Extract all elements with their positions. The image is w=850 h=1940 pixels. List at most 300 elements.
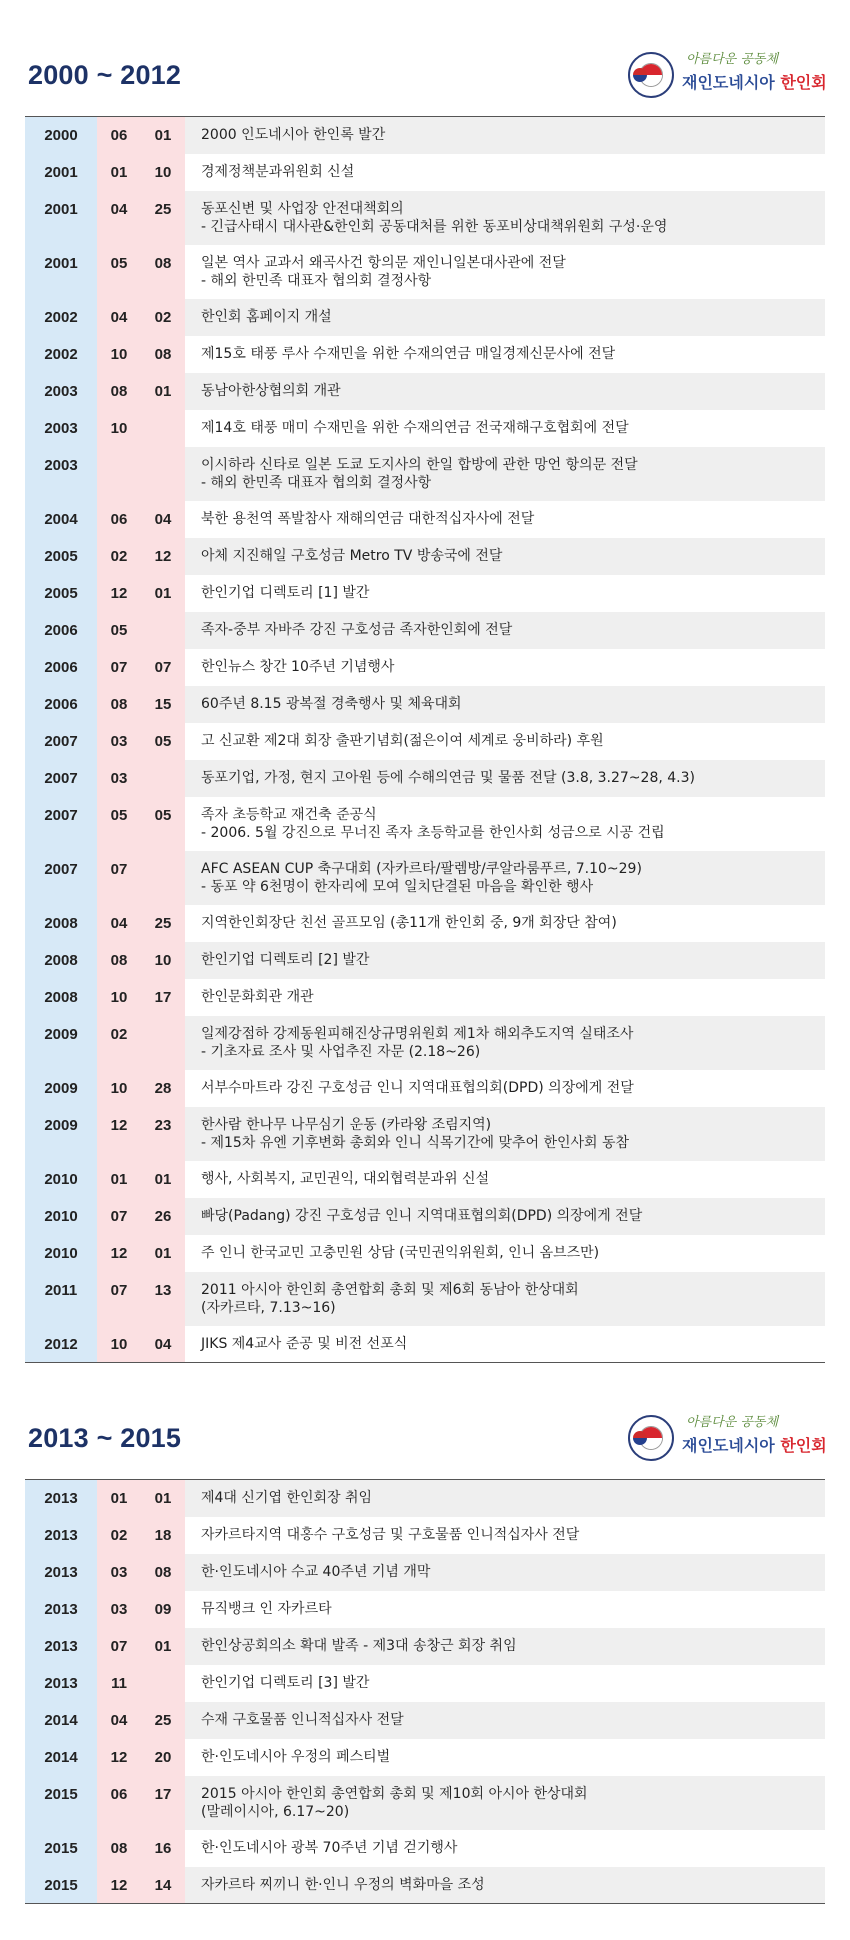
row-description: [201, 1702, 825, 1739]
timeline-row: [25, 1739, 825, 1776]
row-day: [141, 851, 185, 905]
row-spacer: [185, 1867, 201, 1904]
row-description-line1: 지역한인회장단 친선 골프모임 (총11개 한인회 중, 9개 회장단 참여): [201, 914, 617, 931]
row-month: 06: [97, 1776, 141, 1830]
row-description: [201, 1517, 825, 1554]
timeline-row: [25, 1070, 825, 1107]
row-day: 04: [141, 501, 185, 538]
row-description-line1: AFC ASEAN CUP 축구대회 (자카르타/팔렘방/쿠알라룸푸르, 7.10~29): [201, 860, 642, 877]
row-description-line1: 이시하라 신타로 일본 도쿄 도지사의 한일 합방에 관한 망언 항의문 전달: [201, 456, 638, 473]
row-year: 2010: [25, 1235, 97, 1272]
row-description-line1: 한인기업 디렉토리 [3] 발간: [201, 1674, 370, 1691]
row-year: 2013: [25, 1665, 97, 1702]
timeline-row: [25, 538, 825, 575]
row-description: [201, 575, 825, 612]
row-description: [201, 1739, 825, 1776]
row-month: 04: [97, 1702, 141, 1739]
row-spacer: [185, 1776, 201, 1830]
row-description-line1: 한인문화회관 개관: [201, 988, 314, 1005]
row-month: 06: [97, 117, 141, 154]
row-spacer: [185, 1591, 201, 1628]
row-month: 12: [97, 1107, 141, 1161]
row-year: 2009: [25, 1070, 97, 1107]
row-description-line1: 2000 인도네시아 한인록 발간: [201, 127, 386, 143]
row-description-line1: 한인기업 디렉토리 [2] 발간: [201, 951, 370, 968]
row-spacer: [185, 649, 201, 686]
row-year: 2013: [25, 1517, 97, 1554]
row-description-line1: 한·인도네시아 수교 40주년 기념 개막: [201, 1563, 431, 1580]
timeline-row: [25, 1702, 825, 1739]
row-spacer: [185, 1235, 201, 1272]
row-year: 2014: [25, 1702, 97, 1739]
row-spacer: [185, 410, 201, 447]
row-day: 25: [141, 905, 185, 942]
timeline-row: [25, 686, 825, 723]
row-year: 2006: [25, 612, 97, 649]
row-spacer: [185, 760, 201, 797]
row-description: [201, 1554, 825, 1591]
row-day: 25: [141, 191, 185, 245]
row-description-line1: 2011 아시아 한인회 총연합회 총회 및 제6회 동남아 한상대회: [201, 1281, 579, 1298]
timeline-row: [25, 797, 825, 851]
row-day: 08: [141, 336, 185, 373]
row-description: [201, 1272, 825, 1326]
row-year: 2007: [25, 760, 97, 797]
row-description-line1: 빠당(Padang) 강진 구호성금 인니 지역대표협의회(DPD) 의장에게 전달: [201, 1207, 643, 1224]
row-day: 01: [141, 575, 185, 612]
row-spacer: [185, 1517, 201, 1554]
row-month: 01: [97, 154, 141, 191]
row-description-line1: JIKS 제4교사 준공 및 비전 선포식: [201, 1335, 408, 1352]
row-month: 10: [97, 1070, 141, 1107]
row-description-line1: 주 인니 한국교민 고충민원 상담 (국민권익위원회, 인니 옴브즈만): [201, 1244, 600, 1261]
row-day: 20: [141, 1739, 185, 1776]
row-year: 2001: [25, 154, 97, 191]
timeline-row: [25, 501, 825, 538]
row-day: 05: [141, 797, 185, 851]
row-day: [141, 1016, 185, 1070]
row-month: 08: [97, 942, 141, 979]
row-year: 2006: [25, 649, 97, 686]
row-description: [201, 501, 825, 538]
row-spacer: [185, 1016, 201, 1070]
row-day: 10: [141, 942, 185, 979]
row-month: 04: [97, 191, 141, 245]
row-description: [201, 299, 825, 336]
row-month: 10: [97, 410, 141, 447]
row-spacer: [185, 538, 201, 575]
row-spacer: [185, 1665, 201, 1702]
row-month: 04: [97, 905, 141, 942]
row-description-line1: 고 신교환 제2대 회장 출판기념회(젊은이여 세계로 웅비하라) 후원: [201, 732, 604, 749]
row-spacer: [185, 1326, 201, 1363]
row-year: 2015: [25, 1776, 97, 1830]
row-month: 02: [97, 1517, 141, 1554]
row-spacer: [185, 851, 201, 905]
row-description: [201, 979, 825, 1016]
row-year: 2000: [25, 117, 97, 154]
row-year: 2007: [25, 797, 97, 851]
row-day: 01: [141, 117, 185, 154]
row-description-line1: 2015 아시아 한인회 총연합회 총회 및 제10회 아시아 한상대회: [201, 1785, 588, 1802]
timeline-row: [25, 299, 825, 336]
row-description-line1: 일제강점하 강제동원피해진상규명위원회 제1차 해외추도지역 실태조사: [201, 1025, 634, 1042]
row-day: 17: [141, 979, 185, 1016]
row-month: 07: [97, 1198, 141, 1235]
row-spacer: [185, 447, 201, 501]
timeline-row: [25, 1198, 825, 1235]
row-year: 2009: [25, 1016, 97, 1070]
row-description: [201, 1867, 825, 1904]
timeline-row: [25, 1517, 825, 1554]
org-name: [682, 70, 827, 93]
row-day: 25: [141, 1702, 185, 1739]
org-emblem-icon: [628, 1415, 674, 1461]
row-description-line1: 서부수마트라 강진 구호성금 인니 지역대표협의회(DPD) 의장에게 전달: [201, 1079, 634, 1096]
timeline-row: [25, 1480, 825, 1517]
row-description-line1: 족자-중부 자바주 강진 구호성금 족자한인회에 전달: [201, 621, 513, 638]
row-year: 2003: [25, 410, 97, 447]
row-spacer: [185, 117, 201, 154]
row-description: [201, 760, 825, 797]
row-day: 15: [141, 686, 185, 723]
row-description: [201, 245, 825, 299]
row-description: [201, 1070, 825, 1107]
row-description-line1: 제14호 태풍 매미 수재민을 위한 수재의연금 전국재해구호협회에 전달: [201, 419, 629, 436]
row-year: 2013: [25, 1628, 97, 1665]
timeline-row: [25, 979, 825, 1016]
row-description: [201, 1016, 825, 1070]
row-month: 08: [97, 373, 141, 410]
row-year: 2012: [25, 1326, 97, 1363]
org-slogan: 아름다운 공동체: [686, 1415, 779, 1430]
timeline-row: [25, 191, 825, 245]
row-year: 2003: [25, 447, 97, 501]
timeline-row: [25, 336, 825, 373]
row-day: 23: [141, 1107, 185, 1161]
row-spacer: [185, 299, 201, 336]
row-year: 2013: [25, 1591, 97, 1628]
row-month: 08: [97, 1830, 141, 1867]
row-day: 09: [141, 1591, 185, 1628]
row-description: [201, 942, 825, 979]
org-name-part1: 재인도네시아: [682, 73, 775, 92]
org-name-part1: 재인도네시아: [682, 1436, 775, 1455]
row-day: 16: [141, 1830, 185, 1867]
row-description-line1: 자카르타지역 대홍수 구호성금 및 구호물품 인니적십자사 전달: [201, 1526, 580, 1543]
row-description-line2: - 해외 한민족 대표자 협의회 결정사항: [201, 474, 432, 491]
row-description-line2: - 긴급사태시 대사관&한인회 공동대처를 위한 동포비상대책위원회 구성·운영: [201, 218, 668, 235]
row-description: [201, 1326, 825, 1363]
section-title: 2013 ~ 2015: [28, 1423, 182, 1453]
timeline-row: [25, 1235, 825, 1272]
row-month: 07: [97, 1272, 141, 1326]
row-description-line1: 한인기업 디렉토리 [1] 발간: [201, 584, 370, 601]
row-description: [201, 1830, 825, 1867]
row-description-line1: 한사람 한나무 나무심기 운동 (카라왕 조림지역): [201, 1116, 492, 1133]
org-name-part2: 한인회: [774, 1436, 827, 1455]
row-month: 10: [97, 336, 141, 373]
row-description-line1: 수재 구호물품 인니적십자사 전달: [201, 1711, 404, 1728]
row-description: [201, 1591, 825, 1628]
row-month: 06: [97, 501, 141, 538]
row-description: [201, 410, 825, 447]
row-description-line1: 60주년 8.15 광복절 경축행사 및 체육대회: [201, 695, 462, 712]
timeline-row: [25, 1867, 825, 1904]
row-description-line1: 동포신변 및 사업장 안전대책회의: [201, 200, 404, 217]
row-spacer: [185, 1830, 201, 1867]
row-month: 10: [97, 979, 141, 1016]
row-description: [201, 373, 825, 410]
timeline-row: [25, 612, 825, 649]
row-description: [201, 851, 825, 905]
section-title: 2000 ~ 2012: [28, 60, 182, 90]
row-year: 2008: [25, 979, 97, 1016]
row-description: [201, 336, 825, 373]
row-description-line2: - 제15차 유엔 기후변화 총회와 인니 식목기간에 맞추어 한인사회 동참: [201, 1134, 630, 1151]
row-description: [201, 191, 825, 245]
row-year: 2005: [25, 538, 97, 575]
org-slogan: 아름다운 공동체: [686, 52, 779, 67]
row-year: 2002: [25, 336, 97, 373]
row-month: 10: [97, 1326, 141, 1363]
row-month: 05: [97, 245, 141, 299]
row-description: [201, 117, 825, 154]
row-description-line1: 경제정책분과위원회 신설: [201, 163, 355, 180]
row-month: [97, 447, 141, 501]
row-description: [201, 538, 825, 575]
row-year: 2005: [25, 575, 97, 612]
timeline-row: [25, 905, 825, 942]
row-spacer: [185, 942, 201, 979]
row-description: [201, 686, 825, 723]
row-day: [141, 410, 185, 447]
history-section: [0, 1363, 850, 1904]
row-description: [201, 447, 825, 501]
timeline-row: [25, 1161, 825, 1198]
row-year: 2008: [25, 905, 97, 942]
row-day: 02: [141, 299, 185, 336]
row-description-line1: 행사, 사회복지, 교민권익, 대외협력분과위 신설: [201, 1170, 490, 1187]
row-day: 26: [141, 1198, 185, 1235]
row-month: 07: [97, 649, 141, 686]
row-description: [201, 797, 825, 851]
timeline-row: [25, 1554, 825, 1591]
row-year: 2015: [25, 1830, 97, 1867]
org-logo: [628, 1409, 827, 1465]
timeline-row: [25, 723, 825, 760]
row-description-line1: 제15호 태풍 루사 수재민을 위한 수재의연금 매일경제신문사에 전달: [201, 345, 616, 362]
row-month: 11: [97, 1665, 141, 1702]
row-spacer: [185, 612, 201, 649]
row-month: 03: [97, 723, 141, 760]
row-description-line1: 동남아한상협의회 개관: [201, 382, 341, 399]
row-description: [201, 1198, 825, 1235]
row-description: [201, 905, 825, 942]
row-spacer: [185, 1628, 201, 1665]
row-month: 07: [97, 1628, 141, 1665]
row-spacer: [185, 905, 201, 942]
row-day: 14: [141, 1867, 185, 1904]
row-year: 2001: [25, 245, 97, 299]
timeline-row: [25, 1107, 825, 1161]
row-spacer: [185, 1554, 201, 1591]
row-spacer: [185, 154, 201, 191]
row-description: [201, 1235, 825, 1272]
org-logo: [628, 46, 827, 102]
row-description-line1: 한·인도네시아 광복 70주년 기념 걷기행사: [201, 1839, 458, 1856]
row-day: 28: [141, 1070, 185, 1107]
row-spacer: [185, 1739, 201, 1776]
row-description-line1: 한인뉴스 창간 10주년 기념행사: [201, 658, 395, 675]
row-spacer: [185, 1070, 201, 1107]
row-day: [141, 1665, 185, 1702]
row-description-line1: 북한 용천역 폭발참사 재해의연금 대한적십자사에 전달: [201, 510, 535, 527]
section-header: [0, 1363, 850, 1479]
row-description-line2: - 해외 한민족 대표자 협의회 결정사항: [201, 272, 432, 289]
row-spacer: [185, 1272, 201, 1326]
row-year: 2013: [25, 1554, 97, 1591]
org-emblem-icon: [628, 52, 674, 98]
row-year: 2002: [25, 299, 97, 336]
row-description-line1: 한인상공회의소 확대 발족 - 제3대 송창근 회장 취임: [201, 1637, 517, 1654]
row-description: [201, 1161, 825, 1198]
korea-flag-icon: [633, 1431, 647, 1445]
row-day: [141, 612, 185, 649]
timeline-row: [25, 117, 825, 154]
row-year: 2011: [25, 1272, 97, 1326]
row-description-line1: 제4대 신기엽 한인회장 취임: [201, 1490, 373, 1506]
section-header: [0, 0, 850, 116]
row-description: [201, 612, 825, 649]
row-spacer: [185, 245, 201, 299]
timeline-row: [25, 1830, 825, 1867]
timeline-row: [25, 447, 825, 501]
row-month: 02: [97, 1016, 141, 1070]
timeline-table: [25, 1479, 825, 1904]
row-year: 2004: [25, 501, 97, 538]
timeline-row: [25, 575, 825, 612]
row-year: 2010: [25, 1161, 97, 1198]
row-year: 2006: [25, 686, 97, 723]
korea-flag-icon: [633, 68, 647, 82]
row-year: 2008: [25, 942, 97, 979]
timeline-row: [25, 1776, 825, 1830]
row-description: [201, 1665, 825, 1702]
row-month: 12: [97, 1739, 141, 1776]
timeline-table: [25, 116, 825, 1363]
row-spacer: [185, 686, 201, 723]
row-day: 01: [141, 1628, 185, 1665]
row-month: 12: [97, 1867, 141, 1904]
row-year: 2015: [25, 1867, 97, 1904]
row-month: 01: [97, 1161, 141, 1198]
row-description-line2: - 동포 약 6천명이 한자리에 모여 일치단결된 마음을 확인한 행사: [201, 878, 594, 895]
org-name: [682, 1433, 827, 1456]
row-spacer: [185, 1702, 201, 1739]
org-name-part2: 한인회: [774, 73, 827, 92]
row-description-line2: (말레이시아, 6.17~20): [201, 1803, 350, 1820]
row-year: 2010: [25, 1198, 97, 1235]
row-year: 2007: [25, 851, 97, 905]
row-spacer: [185, 979, 201, 1016]
timeline-row: [25, 154, 825, 191]
row-day: 18: [141, 1517, 185, 1554]
row-day: [141, 760, 185, 797]
row-year: 2013: [25, 1480, 97, 1517]
row-month: 08: [97, 686, 141, 723]
timeline-row: [25, 649, 825, 686]
row-day: 17: [141, 1776, 185, 1830]
row-spacer: [185, 797, 201, 851]
row-month: 03: [97, 1554, 141, 1591]
row-description: [201, 649, 825, 686]
timeline-row: [25, 942, 825, 979]
row-day: 13: [141, 1272, 185, 1326]
row-spacer: [185, 336, 201, 373]
row-day: 10: [141, 154, 185, 191]
row-day: 04: [141, 1326, 185, 1363]
timeline-row: [25, 760, 825, 797]
row-month: 01: [97, 1480, 141, 1517]
row-day: 01: [141, 1161, 185, 1198]
timeline-row: [25, 1016, 825, 1070]
timeline-row: [25, 1591, 825, 1628]
row-spacer: [185, 723, 201, 760]
row-spacer: [185, 1480, 201, 1517]
row-month: 05: [97, 797, 141, 851]
row-description-line1: 자카르타 찌끼니 한·인니 우정의 벽화마을 조성: [201, 1876, 485, 1893]
row-month: 12: [97, 575, 141, 612]
row-day: 01: [141, 1480, 185, 1517]
row-day: 05: [141, 723, 185, 760]
row-year: 2009: [25, 1107, 97, 1161]
row-spacer: [185, 191, 201, 245]
row-description-line1: 아체 지진해일 구호성금 Metro TV 방송국에 전달: [201, 547, 503, 564]
timeline-row: [25, 1326, 825, 1363]
timeline-row: [25, 851, 825, 905]
timeline-row: [25, 1665, 825, 1702]
row-day: 07: [141, 649, 185, 686]
row-month: 04: [97, 299, 141, 336]
row-spacer: [185, 1107, 201, 1161]
row-description-line1: 일본 역사 교과서 왜곡사건 항의문 재인니일본대사관에 전달: [201, 254, 566, 271]
row-year: 2001: [25, 191, 97, 245]
row-month: 03: [97, 760, 141, 797]
timeline-row: [25, 245, 825, 299]
row-description: [201, 154, 825, 191]
row-year: 2003: [25, 373, 97, 410]
row-month: 02: [97, 538, 141, 575]
row-description-line1: 뮤직뱅크 인 자카르타: [201, 1600, 332, 1617]
row-description: [201, 1480, 825, 1517]
row-spacer: [185, 1198, 201, 1235]
row-description: [201, 1628, 825, 1665]
timeline-row: [25, 373, 825, 410]
row-description-line1: 한인회 홈페이지 개설: [201, 308, 332, 325]
row-month: 12: [97, 1235, 141, 1272]
row-spacer: [185, 575, 201, 612]
row-description-line1: 한·인도네시아 우정의 페스티벌: [201, 1748, 391, 1765]
row-spacer: [185, 373, 201, 410]
timeline-row: [25, 1628, 825, 1665]
row-day: [141, 447, 185, 501]
row-day: 01: [141, 1235, 185, 1272]
row-month: 03: [97, 1591, 141, 1628]
row-month: 07: [97, 851, 141, 905]
row-year: 2007: [25, 723, 97, 760]
row-year: 2014: [25, 1739, 97, 1776]
